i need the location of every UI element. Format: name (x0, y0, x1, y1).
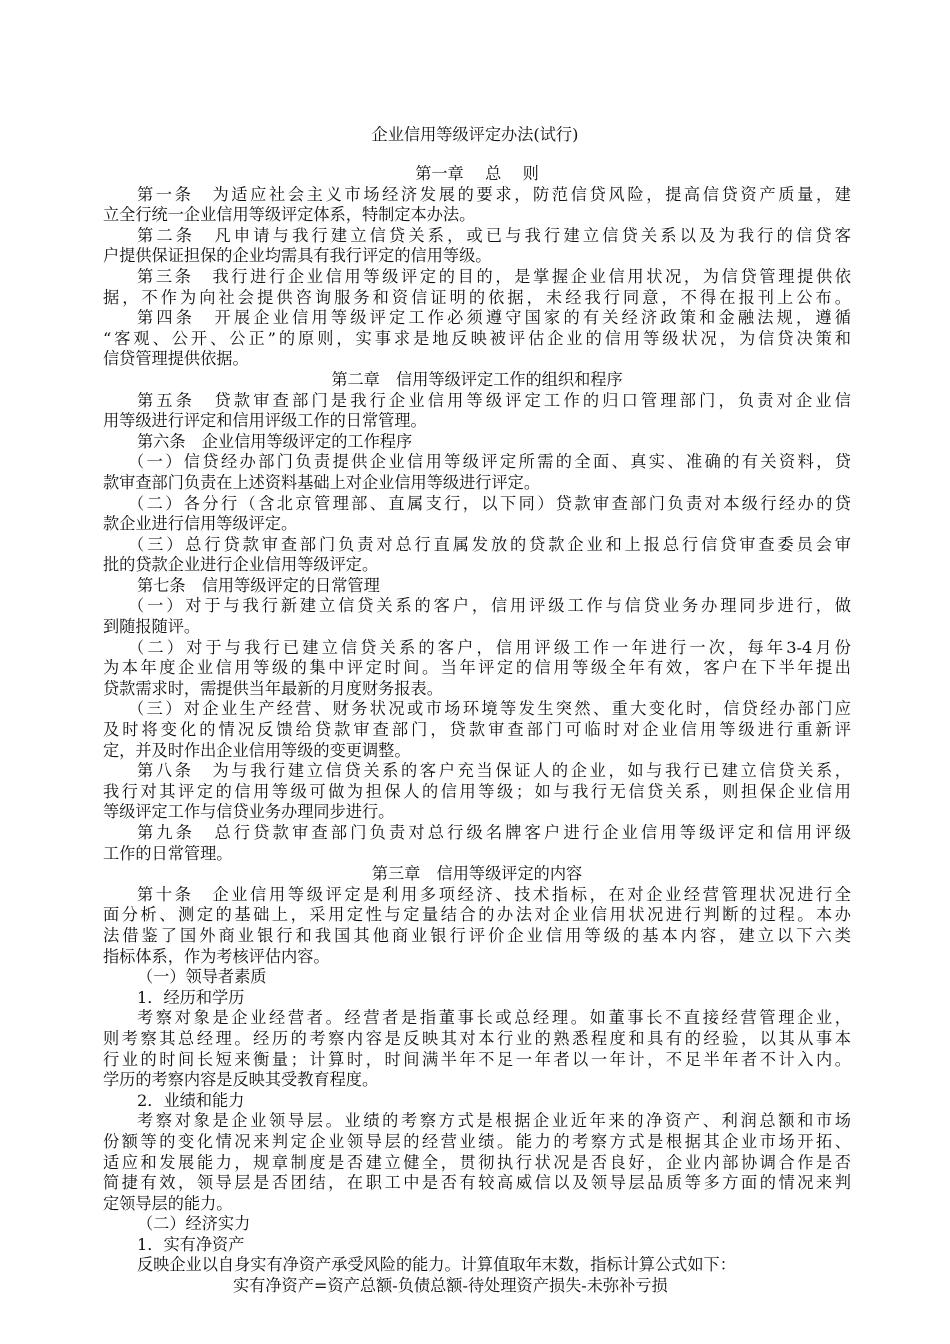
text-line: 学历的考察内容是反映其受教育程度。 (103, 1070, 379, 1090)
text-line: 面分析、测定的基础上，采用定性与定量结合的办法对企业信用状况进行判断的过程。本办 (103, 905, 851, 925)
text-line: 用等级进行评定和信用评级工作的日常管理。 (103, 411, 427, 431)
text-line: 贷款需求时，需提供当年最新的月度财务报表。 (103, 678, 443, 698)
text-line: 第七条 信用等级评定的日常管理 (137, 575, 380, 595)
formula-line: 实有净资产=资产总额-负债总额-待处理资产损失-未弥补亏损 (233, 1276, 668, 1296)
text-line: 反映企业以自身实有净资产承受风险的能力。计算值取年末数，指标计算公式如下： (137, 1255, 736, 1275)
text-line: 第五条 贷款审查部门是我行企业信用等级评定工作的归口管理部门，负责对企业信 (137, 390, 851, 410)
chapter-heading: 第一章 总 则 (415, 164, 539, 183)
text-line: （一）对于与我行新建立信贷关系的客户，信用评级工作与信贷业务办理同步进行，做 (128, 596, 851, 616)
text-line: 款审查部门负责在上述资料基础上对企业信用等级进行评定。 (103, 472, 541, 492)
text-line: 等级评定工作与信贷业务办理同步进行。 (103, 802, 395, 822)
subsection-heading: 1．实有净资产 (137, 1234, 245, 1254)
text-line: 款企业进行信用等级评定。 (103, 514, 298, 534)
text-line: 我行对其评定的信用等级可做为担保人的信用等级；如与我行无信贷关系，则担保企业信用 (103, 781, 851, 801)
text-line: 则考察其总经理。经历的考察内容是反映其对本行业的熟悉程度和具有的经验，以其从事本 (103, 1028, 851, 1048)
text-line: （三）对企业生产经营、财务状况或市场环境等发生突然、重大变化时，信贷经办部门应 (128, 699, 851, 719)
text-line: （二）对于与我行已建立信贷关系的客户，信用评级工作一年进行一次，每年3-4月份 (128, 637, 851, 657)
text-line: （二）各分行（含北京管理部、直属支行，以下同）贷款审查部门负责对本级行经办的贷 (128, 493, 851, 513)
text-line: 及时将变化的情况反馈给贷款审查部门，贷款审查部门可临时对企业信用等级进行重新评 (103, 720, 851, 740)
text-line: 适应和发展能力，规章制度是否建立健全，贯彻执行状况是否良好，企业内部协调合作是否 (103, 1152, 851, 1172)
text-line: 第四条 开展企业信用等级评定工作必须遵守国家的有关经济政策和金融法规，遵循 (137, 308, 851, 328)
text-line: 第九条 总行贷款审查部门负责对总行级名牌客户进行企业信用等级评定和信用评级 (137, 823, 851, 842)
text-line: （三）总行贷款审查部门负责对总行直属发放的贷款企业和上报总行信贷审查委员会审 (128, 534, 851, 554)
text-line: 第八条 为与我行建立信贷关系的客户充当保证人的企业，如与我行已建立信贷关系， (137, 761, 851, 781)
text-line: 第二条 凡申请与我行建立信贷关系，或已与我行建立信贷关系以及为我行的信贷客 (137, 225, 851, 245)
text-line: 考察对象是企业经营者。经营者是指董事长或总经理。如董事长不直接经营管理企业， (137, 1008, 851, 1028)
text-line: 考察对象是企业领导层。业绩的考察方式是根据企业近年来的净资产、利润总额和市场 (137, 1111, 851, 1131)
text-line: 第一条 为适应社会主义市场经济发展的要求，防范信贷风险，提高信贷资产质量，建 (137, 184, 851, 204)
section-heading: （二）经济实力 (137, 1214, 251, 1234)
chapter-heading: 第二章 信用等级评定工作的组织和程序 (331, 369, 623, 389)
text-line: 法借鉴了国外商业银行和我国其他商业银行评价企业信用等级的基本内容，建立以下六类 (103, 925, 851, 945)
text-line: 到随报随评。 (103, 617, 201, 637)
subsection-heading: 2．业绩和能力 (137, 1090, 245, 1110)
text-line: 批的贷款企业进行企业信用等级评定。 (103, 555, 379, 575)
text-line: 第十条 企业信用等级评定是利用多项经济、技术指标，在对企业经营管理状况进行全 (137, 884, 851, 904)
text-line: 份额等的变化情况来判定企业领导层的经营业绩。能力的考察方式是根据其企业市场开拓、 (103, 1131, 851, 1151)
text-line: 定领导层的能力。 (103, 1193, 233, 1213)
text-line: 户提供保证担保的企业均需具有我行评定的信用等级。 (103, 246, 492, 266)
text-line: 据，不作为向社会提供咨询服务和资信证明的依据，未经我行同意，不得在报刊上公布。 (103, 287, 851, 307)
text-line: 第三条 我行进行企业信用等级评定的目的，是掌握企业信用状况，为信贷管理提供依 (137, 266, 851, 286)
text-line: 为本年度企业信用等级的集中评定时间。当年评定的信用等级全年有效，客户在下半年提出 (103, 658, 851, 678)
chapter-heading: 第三章 信用等级评定的内容 (371, 864, 583, 884)
text-line: 信贷管理提供依据。 (103, 349, 249, 369)
text-line: 工作的日常管理。 (103, 843, 233, 863)
text-line: 定，并及时作出企业信用等级的变更调整。 (103, 740, 411, 760)
text-line: 简捷有效，领导层是否团结，在职工中是否有较高威信以及领导层品质等多方面的情况来判 (103, 1173, 851, 1193)
text-line: 第六条 企业信用等级评定的工作程序 (137, 431, 413, 451)
text-line: 立全行统一企业信用等级评定体系，特制定本办法。 (103, 205, 476, 225)
text-line: 行业的时间长短来衡量；计算时，时间满半年不足一年者以一年计，不足半年者不计入内。 (103, 1049, 851, 1069)
document-body (103, 164, 851, 1297)
text-line: （一）信贷经办部门负责提供企业信用等级评定所需的全面、真实、准确的有关资料，贷 (128, 452, 851, 472)
text-line: “客观、公开、公正”的原则，实事求是地反映被评估企业的信用等级状况，为信贷决策和 (103, 328, 851, 348)
text-line: 指标体系，作为考核评估内容。 (103, 946, 330, 966)
section-heading: （一）领导者素质 (137, 967, 267, 987)
document-title: 企业信用等级评定办法(试行) (371, 125, 579, 144)
subsection-heading: 1．经历和学历 (137, 987, 245, 1007)
